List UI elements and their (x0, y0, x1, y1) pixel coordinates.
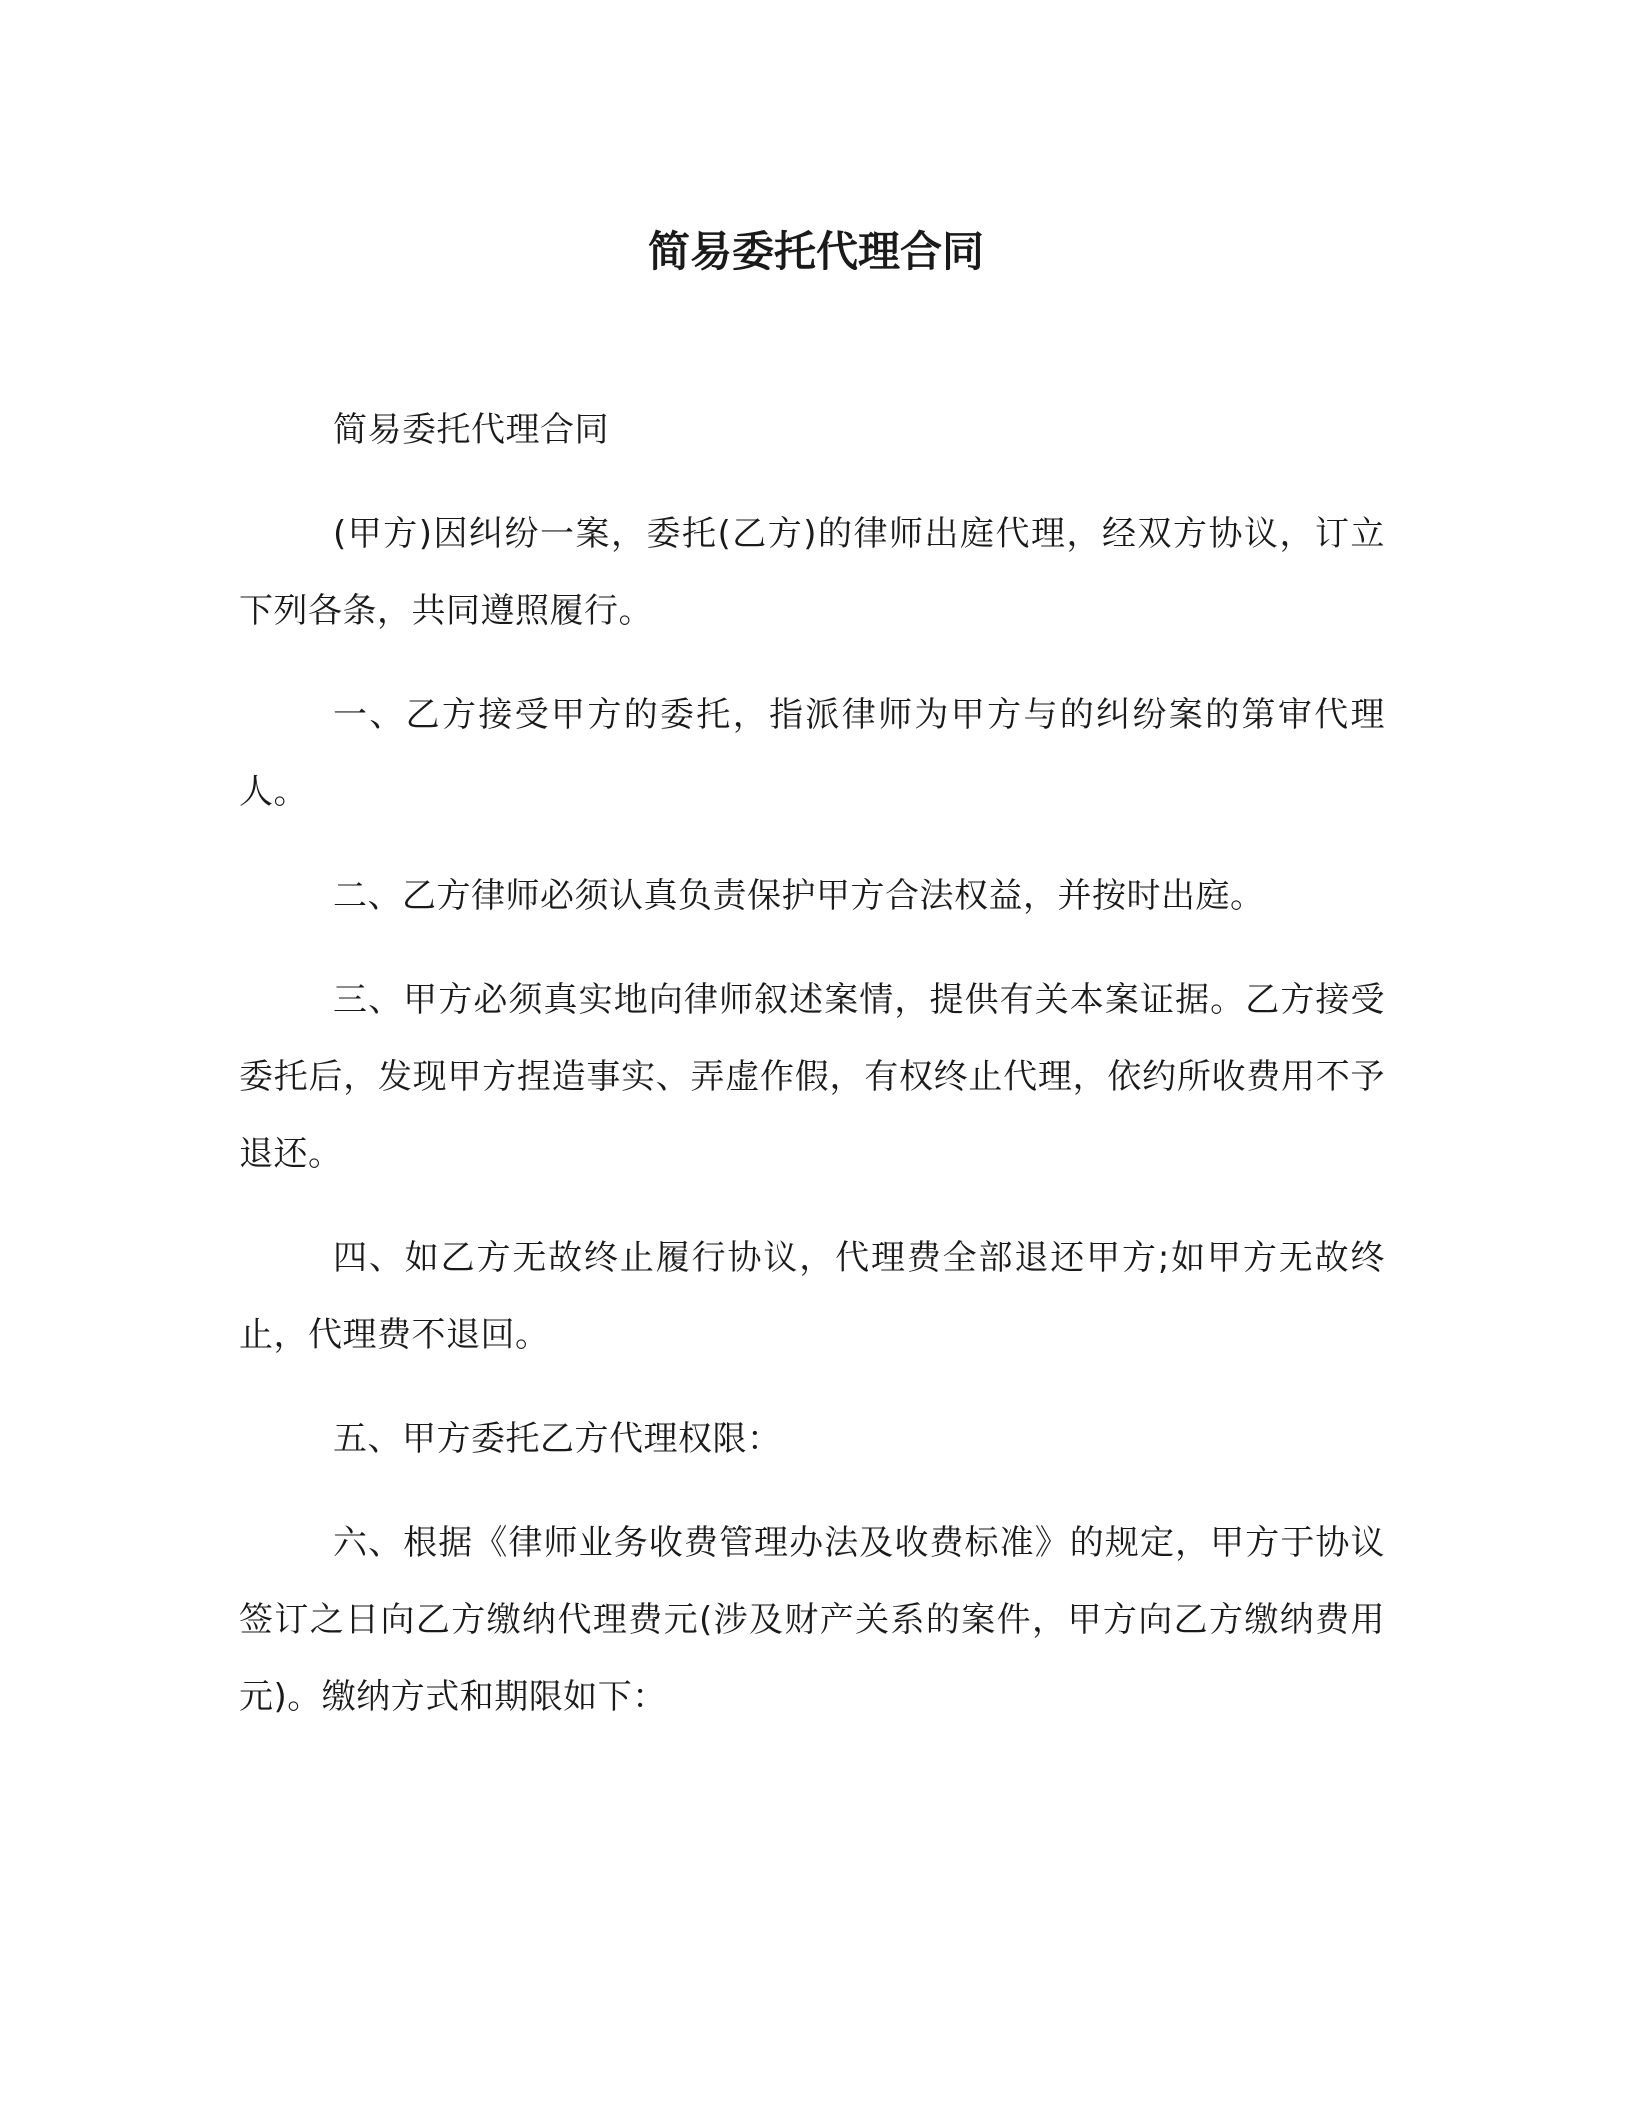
paragraph-clause-5: 五、甲方委托乙方代理权限： (333, 1419, 782, 1459)
paragraph-subtitle: 简易委托代理合同 (333, 410, 609, 450)
document-title: 简易委托代理合同 (647, 227, 984, 276)
document-body (239, 392, 1385, 1763)
paragraph-clause-3: 三、甲方必须真实地向律师叙述案情，提供有关本案证据。乙方接受委托后，发现甲方捏造事实、弄虚作假，有权终止代理，依约所收费用不予退还。 (239, 980, 1385, 1174)
paragraph-clause-2: 二、乙方律师必须认真负责保护甲方合法权益，并按时出庭。 (333, 876, 1265, 916)
paragraph-clause-1: 一、乙方接受甲方的委托，指派律师为甲方与的纠纷案的第审代理人。 (239, 695, 1385, 812)
paragraph-clause-4: 四、如乙方无故终止履行协议，代理费全部退还甲方;如甲方无故终止，代理费不退回。 (239, 1238, 1385, 1355)
paragraph-preamble: (甲方)因纠纷一案，委托(乙方)的律师出庭代理，经双方协议，订立下列各条，共同遵照履行。 (239, 514, 1385, 631)
paragraph-clause-6: 六、根据《律师业务收费管理办法及收费标准》的规定，甲方于协议签订之日向乙方缴纳代理费元(涉及财产关系的案件，甲方向乙方缴纳费用元)。缴纳方式和期限如下： (239, 1523, 1385, 1717)
